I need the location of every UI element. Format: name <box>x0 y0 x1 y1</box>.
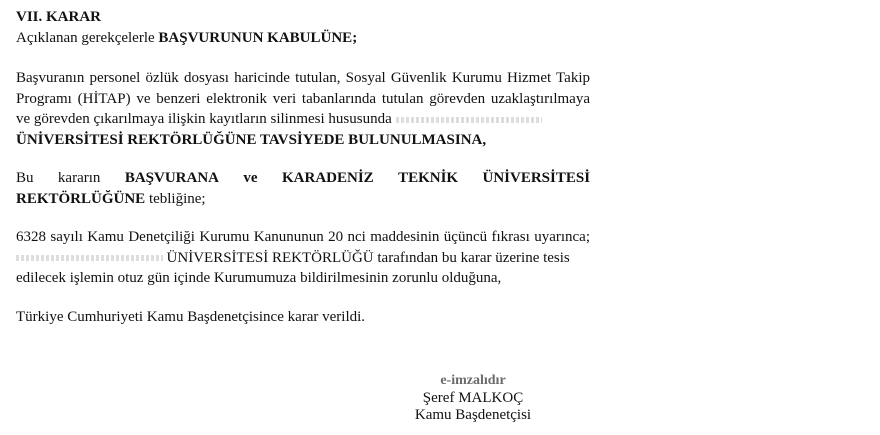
paragraph-line: ÜNİVERSİTESİ REKTÖRLÜĞÜ tarafından bu karar üzerine tesis <box>16 248 590 269</box>
paragraph-line: Bu kararın BAŞVURANA ve KARADENİZ TEKNİK ÜNİVERSİTESİ <box>16 170 591 186</box>
paragraph-line: edilecek işlemin otuz gün içinde Kurumumuza bildirilmesinin zorunlu olduğuna, <box>16 270 502 286</box>
paragraph-line: ÜNİVERSİTESİ REKTÖRLÜĞÜNE TAVSİYEDE BULUNULMASINA, <box>16 131 487 148</box>
closing-statement: Türkiye Cumhuriyeti Kamu Başdenetçisince karar verildi. <box>16 308 366 325</box>
paragraph-line: ve görevden çıkarılmaya ilişkin kayıtların silinmesi hususunda <box>16 109 590 130</box>
paragraph-line: Programı (HİTAP) ve benzeri elektronik veri tabanlarında tutulan görevden uzaklaştırılmaya <box>16 90 590 107</box>
section-heading: VII. KARAR <box>16 9 102 25</box>
signature-block <box>400 372 546 425</box>
paragraph-notification <box>16 168 590 209</box>
signatory-name: Şeref MALKOÇ <box>422 389 524 406</box>
signatory-title: Kamu Başdenetçisi <box>414 407 532 423</box>
paragraph-line: Başvuranın personel özlük dosyası haricinde tutulan, Sosyal Güvenlik Kurumu Hizmet Takip <box>16 70 590 86</box>
paragraph-recommendation <box>16 68 590 150</box>
e-signature-label: e-imzalıdır <box>440 373 506 388</box>
paragraph-legal-basis <box>16 227 590 289</box>
decision-line: Açıklanan gerekçelerle BAŞVURUNUN KABULÜNE; <box>16 29 358 46</box>
decision-document <box>16 7 590 327</box>
paragraph-line: 6328 sayılı Kamu Denetçiliği Kurumu Kanununun 20 nci maddesinin üçüncü fıkrası uyarınca; <box>16 229 590 245</box>
redacted-text <box>16 255 163 261</box>
redacted-text <box>396 117 543 123</box>
paragraph-line: REKTÖRLÜĞÜNE tebliğine; <box>16 190 206 207</box>
